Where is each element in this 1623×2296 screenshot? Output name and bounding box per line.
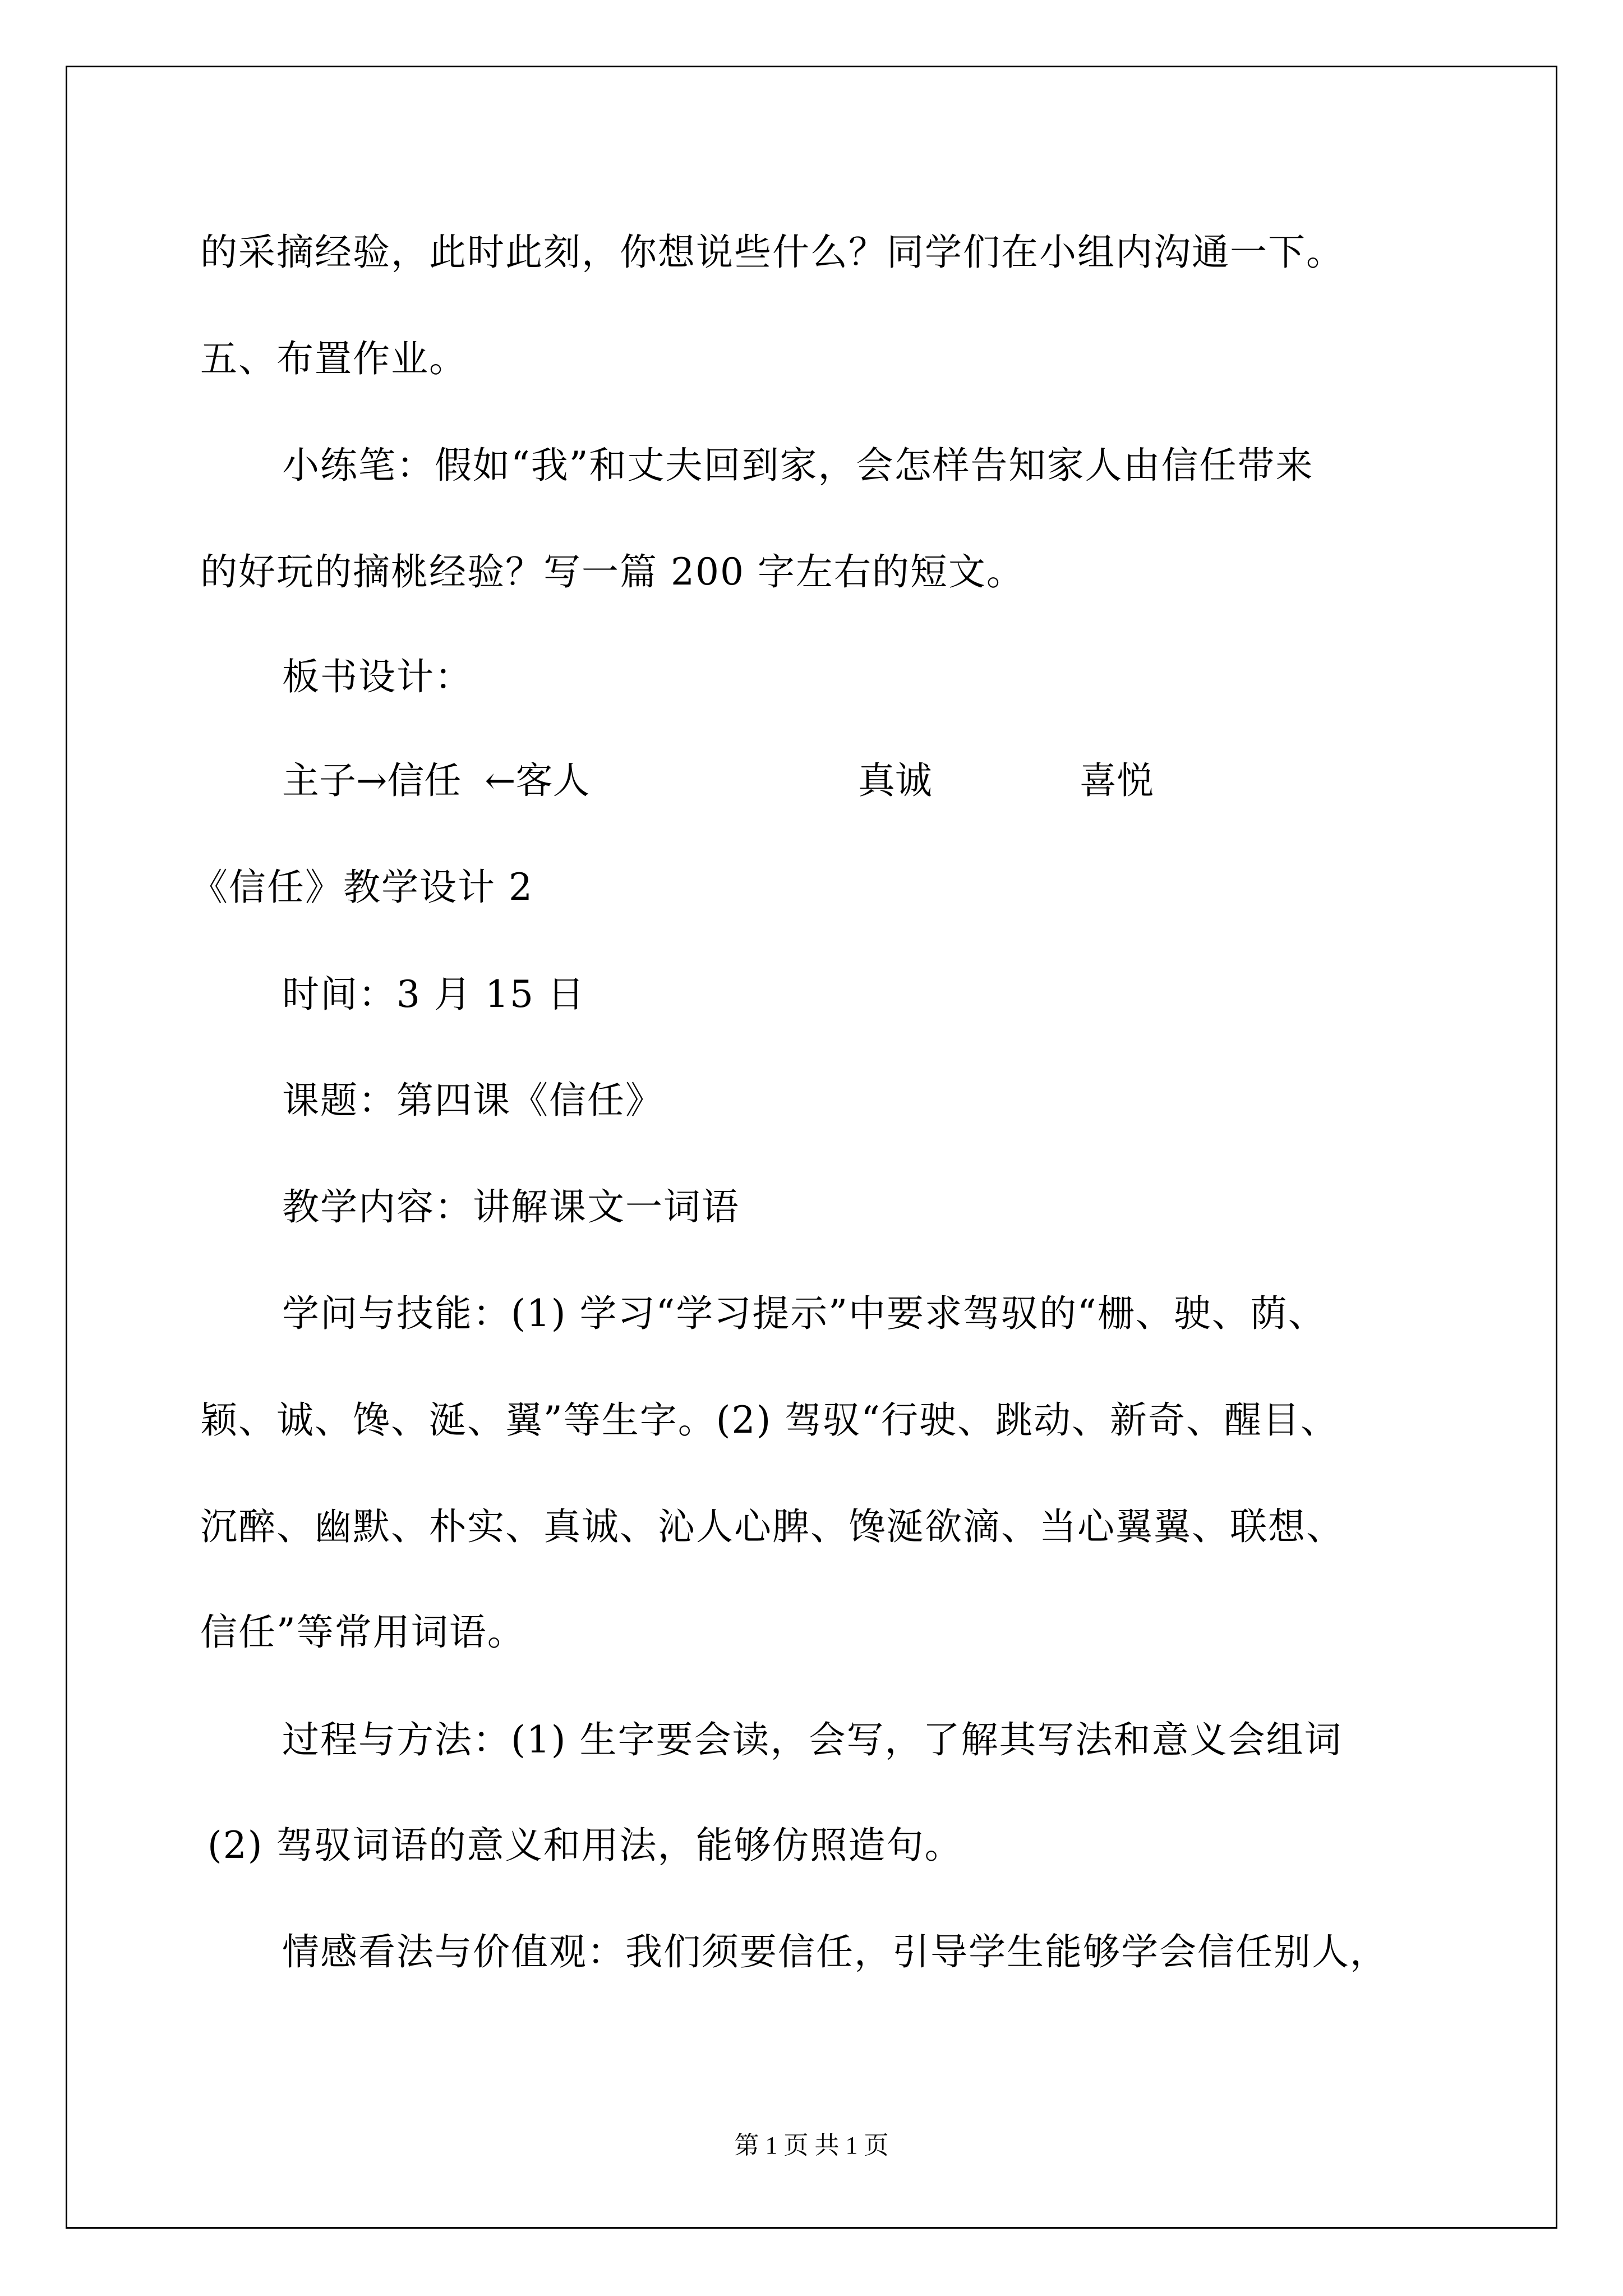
content-line: 教学内容：讲解课文一词语	[282, 1185, 740, 1228]
topic-line: 课题：第四课《信任》	[282, 1079, 663, 1122]
page-border	[66, 66, 1557, 2229]
page-number-footer: 第 1 页 共 1 页	[734, 2132, 889, 2159]
paragraph-line: 的好玩的摘桃经验？写一篇 200 字左右的短文。	[200, 550, 1025, 593]
paragraph-line: 沉醉、幽默、朴实、真诚、沁人心脾、馋涎欲滴、当心翼翼、联想、	[200, 1505, 1344, 1548]
paragraph-line: (2) 驾驭词语的意义和用法，能够仿照造句。	[208, 1824, 963, 1867]
paragraph-line: 过程与方法：(1) 生字要会读，会写，了解其写法和意义会组词	[282, 1718, 1343, 1761]
time-line: 时间：3 月 15 日	[282, 973, 585, 1016]
board-design-middle: 真诚	[858, 759, 932, 802]
paragraph-line: 的采摘经验，此时此刻，你想说些什么？同学们在小组内沟通一下。	[200, 231, 1344, 274]
paragraph-line: 情感看法与价值观：我们须要信任，引导学生能够学会信任别人，	[282, 1930, 1388, 1973]
board-design-heading: 板书设计：	[282, 655, 473, 698]
paragraph-line: 颖、诚、馋、涎、翼”等生字。(2) 驾驭“行驶、跳动、新奇、醒目、	[200, 1398, 1339, 1442]
paragraph-line: 信任”等常用词语。	[200, 1611, 525, 1654]
section-heading: 五、布置作业。	[200, 337, 467, 380]
board-design-left: 主子→信任 ←客人	[282, 759, 590, 802]
paragraph-line: 小练笔：假如“我”和丈夫回到家，会怎样告知家人由信任带来	[282, 444, 1314, 487]
paragraph-line: 学问与技能：(1) 学习“学习提示”中要求驾驭的“栅、驶、荫、	[282, 1292, 1326, 1335]
board-design-right: 喜悦	[1080, 759, 1154, 802]
document-title: 《信任》教学设计 2	[191, 866, 533, 909]
